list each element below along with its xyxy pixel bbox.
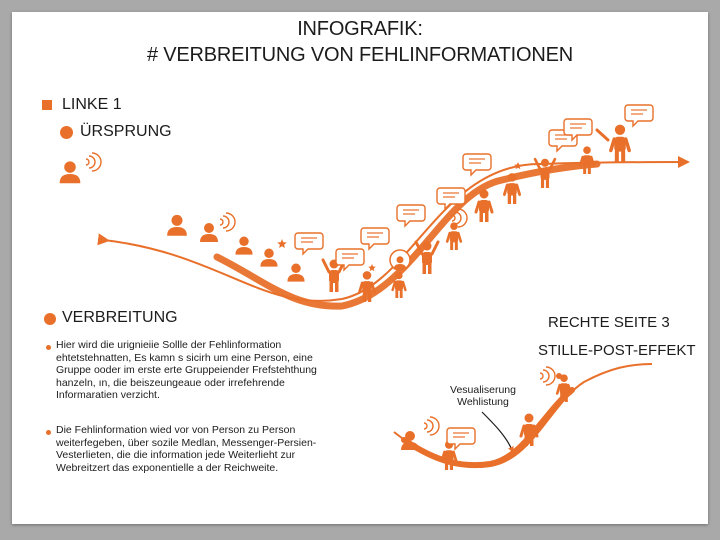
- star-icon: [277, 239, 287, 248]
- sound-wave-icon: [424, 417, 439, 435]
- paragraph-origin: Hier wird die urignieiie Sollle der Fehlinformation ehtetstehnatten, Es kamn s sicirh um eine Person, eine Gruppe ooder im erste erte Gruppeiender Frefstehthung hanzeln, ın, die beiszeungeaue oder irrefehrende Informaratien verzicht.: [56, 339, 317, 401]
- person-icon: [580, 146, 594, 174]
- person-icon: [200, 223, 218, 242]
- speech-bubble-icon: [625, 105, 653, 126]
- sound-wave-icon: [220, 213, 235, 231]
- person-icon: [235, 237, 252, 255]
- square-bullet-icon: [42, 100, 52, 110]
- bullet-icon: [46, 430, 51, 435]
- paragraph-spread: Die Fehlinformation wied vor von Person zu Person weiterfegeben, über sozile Medlan, Messenger-Persien-Vesterlieten, die die information jede Weiterlieht zur Webreitzert das exponentielle a der Reichweite.: [56, 424, 317, 474]
- dot-icon: [556, 373, 562, 379]
- silent-post-wave: [394, 364, 652, 467]
- infographic-title-line2: # VERBREITUNG VON FEHLINFORMATIONEN: [146, 44, 573, 66]
- person-icon: [167, 215, 187, 236]
- sound-wave-icon: [540, 367, 555, 385]
- speech-bubble-icon: [397, 205, 425, 226]
- sound-wave-icon: [86, 153, 101, 171]
- speech-bubble-icon: [463, 154, 491, 175]
- star-icon: [368, 264, 376, 271]
- label-linke: LINKE 1: [62, 96, 122, 113]
- annotation-line2: Wehlistung: [457, 396, 509, 408]
- person-icon: [476, 190, 492, 223]
- infographic-title-line1: INFOGRAFIK:: [297, 18, 423, 40]
- person-icon: [60, 161, 81, 183]
- label-ursprung: ÜRSPRUNG: [80, 123, 172, 140]
- bullet-icon: [46, 345, 51, 350]
- person-icon: [260, 249, 277, 267]
- annotation-line1: Vesualiserung: [450, 384, 516, 396]
- label-verbreitung: VERBREITUNG: [62, 309, 178, 326]
- person-icon: [416, 242, 438, 275]
- pointing-arm: [597, 130, 608, 140]
- infographic-card: [12, 12, 708, 524]
- speech-bubble-icon: [361, 228, 389, 249]
- person-icon: [287, 264, 304, 282]
- label-rechte-seite: RECHTE SEITE 3: [548, 314, 670, 331]
- annotation-arrow: [482, 412, 512, 450]
- label-stille-post: STILLE-POST-EFFEKT: [538, 342, 696, 359]
- figures-layer: [60, 105, 653, 470]
- star-icon: [514, 162, 522, 169]
- circle-bullet-icon: [60, 126, 73, 139]
- circle-bullet-icon: [44, 313, 56, 325]
- person-icon: [611, 125, 629, 162]
- annotation-text: [438, 384, 528, 408]
- speech-bubble-icon: [295, 233, 323, 254]
